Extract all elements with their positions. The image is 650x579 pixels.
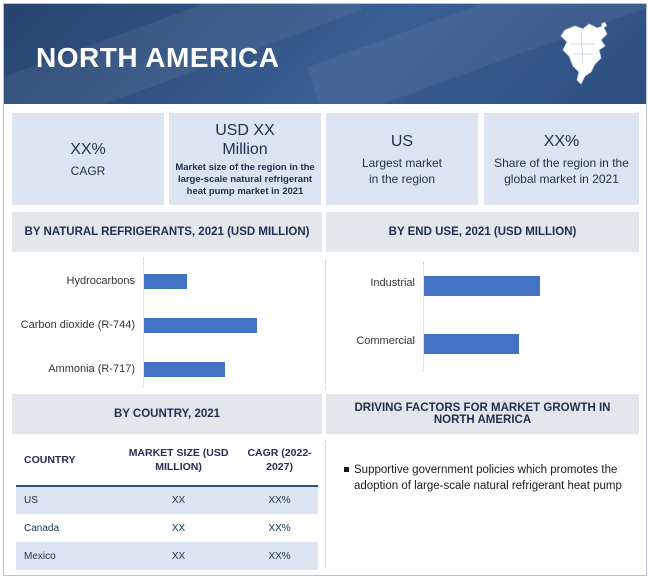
cell-cagr: XX% [268,522,291,534]
kpi-largest-market-value: US [390,132,414,150]
col-market-size: MARKET SIZE (USD MILLION) [128,446,229,473]
kpi-cagr [12,113,164,205]
cell-cagr: XX% [241,486,318,514]
cell-market-size: XX [171,522,186,534]
table-separator [325,440,326,568]
kpi-market-size-value: USD XX Million [215,121,275,158]
north-america-map-icon [557,20,611,92]
col-cagr: CAGR (2022-2027) [247,446,312,473]
cell-country: Canada [24,522,60,534]
bar-label: Industrial [370,277,415,289]
kpi-cagr-value: XX% [70,140,106,158]
page-title: NORTH AMERICA [36,42,280,73]
table-row [16,514,318,542]
driver-item: Supportive government policies which promotes the adoption of large-scale natural refrigerant heat pump [344,462,634,494]
cell-cagr: XX% [241,542,318,570]
drivers-list [344,462,634,494]
refrigerants-heading: BY NATURAL REFRIGERANTS, 2021 (USD MILLION) [12,212,322,252]
end-use-heading: BY END USE, 2021 (USD MILLION) [326,212,639,252]
cell-country: US [16,486,116,514]
kpi-market-size-label: Market size of the region in the large-scale natural refrigerant heat pump market in 2021 [175,161,315,197]
table-row [16,486,318,514]
cell-market-size: XX [116,486,241,514]
cell-country: Mexico [16,542,116,570]
bar [144,274,187,289]
kpi-largest-market-label: Largest market in the region [361,155,443,186]
kpi-largest-market [326,113,478,205]
bar [424,334,519,354]
col-country: COUNTRY [24,453,76,466]
cell-market-size: XX [116,542,241,570]
bar [144,318,257,333]
bar-label: Hydrocarbons [66,275,135,287]
bar-label: Carbon dioxide (R-744) [20,319,135,331]
table-row [16,542,318,570]
bar-label: Commercial [356,335,415,347]
kpi-region-share-label: Share of the region in the global market in 2021 [494,155,629,186]
bar [424,276,540,296]
kpi-market-size [169,113,321,205]
kpi-region-share-value: XX% [543,132,580,150]
infographic-frame [3,3,647,576]
kpi-region-share [484,113,639,205]
country-table [16,434,318,570]
bar-label: Ammonia (R-717) [48,363,135,375]
header-banner [4,4,646,104]
kpi-cagr-label: CAGR [70,163,106,178]
country-heading: BY COUNTRY, 2021 [12,394,322,434]
bar [144,362,225,377]
drivers-heading: DRIVING FACTORS FOR MARKET GROWTH IN NORTH AMERICA [326,394,639,434]
